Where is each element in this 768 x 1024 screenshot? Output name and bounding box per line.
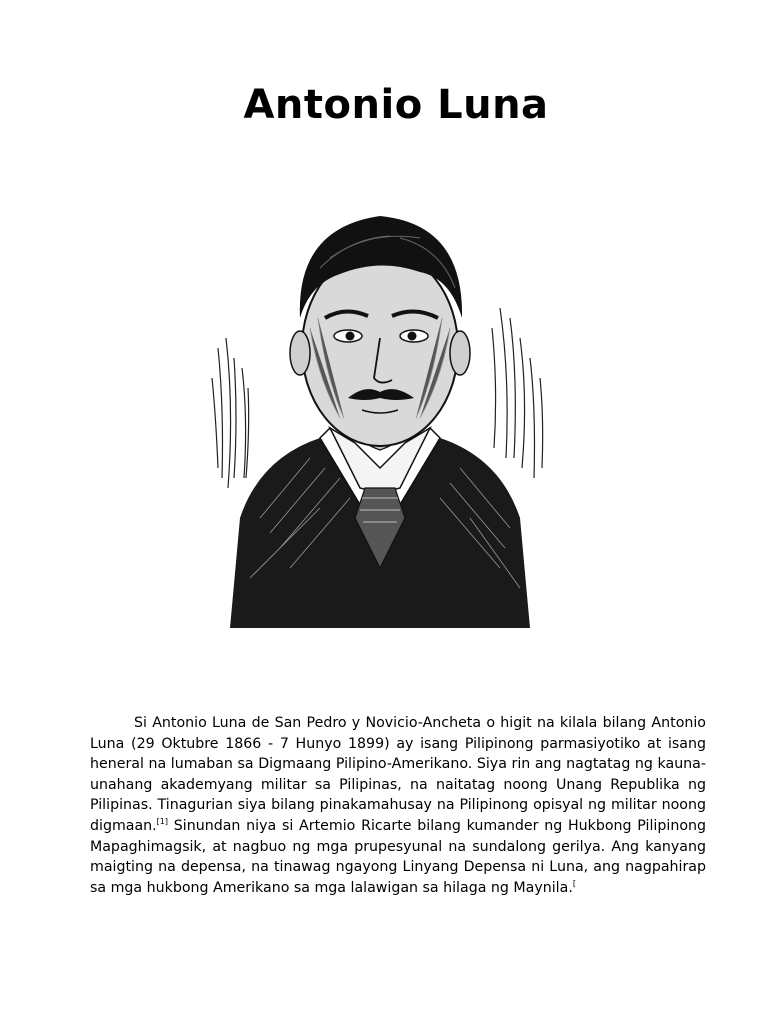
engraved-portrait-icon [200, 188, 560, 628]
page-title: Antonio Luna [243, 82, 549, 128]
biography-paragraph [90, 713, 706, 898]
citation-link[interactable]: [1] [156, 816, 169, 826]
citation-link-truncated[interactable]: [ [572, 878, 576, 888]
biography-text-part1: Si Antonio Luna de San Pedro y Novicio-Ancheta o higit na kilala bilang Antonio Luna (29 Oktubre 1866 - 7 Hunyo 1899) ay isang Pilipinong parmasiyotiko at isang heneral na lumaban sa Digmaang Pilipino-Amerikano. Siya rin ang nagtatag ng kauna-unahang akademyang militar sa Pilipinas, na naitatag noong Unang Republika ng Pilipinas. Tinagurian siya bilang pinakamahusay na Pilipinong opisyal ng militar noong digmaan. [90, 715, 706, 834]
biography-text-part2: Sinundan niya si Artemio Ricarte bilang kumander ng Hukbong Pilipinong Mapaghimagsik, at nagbuo ng mga prupesyunal na sundalong gerilya. Ang kanyang maigting na depensa, na tinawag ngayong Linyang Depensa ni Luna, ang nagpahirap sa mga hukbong Amerikano sa mga lalawigan sa hilaga ng Maynila. [90, 817, 706, 896]
